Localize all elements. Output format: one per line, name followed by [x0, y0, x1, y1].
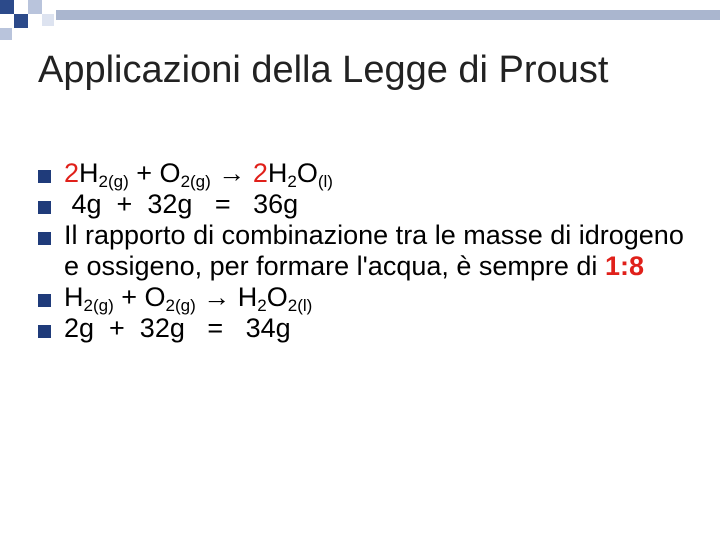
arrow-icon: →: [195, 282, 238, 312]
ratio-value: 1:8: [604, 251, 644, 281]
square-bullet-icon: [38, 294, 51, 307]
square-bullet-icon: [38, 232, 51, 245]
list-item: Il rapporto di combinazione tra le masse di idrogeno e ossigeno, per formare l'acqua, è sempre di 1:8: [38, 220, 698, 282]
list-item: $2H_{2(g)} + O_{2(g)} \to 2H_2O_{(l)}$: [38, 158, 698, 189]
list-item: 2g + 32g = 34g: [38, 313, 698, 344]
arrow-icon: →: [210, 158, 253, 188]
square-bullet-icon: [38, 325, 51, 338]
corner-decoration: [0, 0, 720, 40]
slide-title: Applicazioni della Legge di Proust: [38, 49, 609, 91]
coefficient: 2: [64, 158, 80, 188]
bullet-list: [38, 158, 698, 344]
coefficient: 2: [252, 158, 268, 188]
list-item: $H_{2(g)} + O_{2(g)} \to H_2O_{2(l)}$: [38, 282, 698, 313]
square-bullet-icon: [38, 201, 51, 214]
list-item: 4g + 32g = 36g: [38, 189, 698, 220]
square-bullet-icon: [38, 170, 51, 183]
